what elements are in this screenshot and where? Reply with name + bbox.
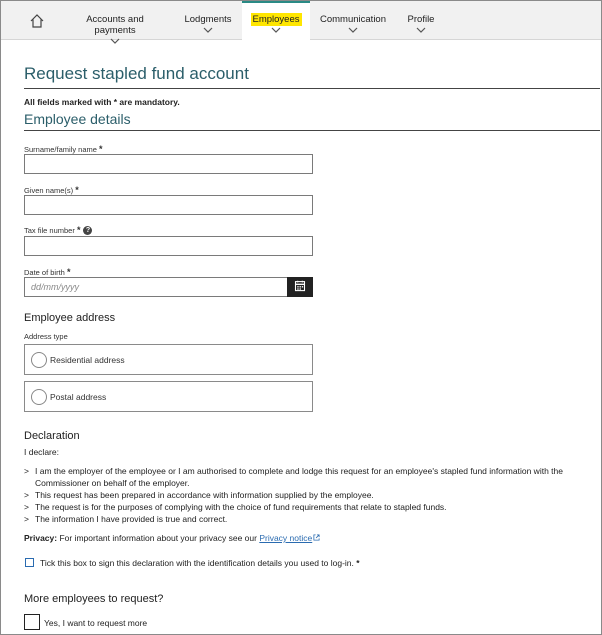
surname-label: Surname/family name * — [24, 144, 103, 154]
chevron-right-icon: > — [24, 490, 29, 500]
given-names-label: Given name(s) * — [24, 185, 79, 195]
list-item: > The request is for the purposes of complying with the choice of fund requirements that relate to stapled funds. — [24, 502, 447, 512]
section-title-employee-details: Employee details — [24, 111, 600, 131]
nav-item-accounts-and-payments[interactable] — [63, 1, 167, 40]
nav-item-label: Communication — [320, 14, 386, 25]
chevron-down-icon — [203, 27, 213, 33]
chevron-down-icon — [110, 38, 120, 44]
calendar-button[interactable] — [287, 277, 313, 297]
help-icon[interactable]: ? — [83, 226, 92, 235]
given-names-input[interactable] — [24, 195, 313, 215]
surname-input[interactable] — [24, 154, 313, 174]
nav-item-communication[interactable] — [317, 1, 389, 40]
nav-item-label: Lodgments — [184, 14, 232, 25]
radio-circle[interactable] — [31, 352, 47, 368]
address-type-label: Address type — [24, 332, 68, 341]
chevron-down-icon — [416, 27, 426, 33]
chevron-down-icon — [348, 27, 358, 33]
dob-input[interactable] — [24, 277, 288, 297]
chevron-down-icon — [271, 27, 281, 33]
radio-residential-address[interactable] — [24, 344, 313, 375]
calendar-icon — [288, 278, 312, 296]
declaration-list — [24, 465, 584, 525]
list-item: > The information I have provided is true and correct. — [24, 514, 228, 524]
more-employees-title: More employees to request? — [24, 593, 164, 605]
nav-item-lodgments[interactable] — [179, 1, 237, 40]
chevron-right-icon: > — [24, 502, 29, 512]
tfn-input[interactable] — [24, 236, 313, 256]
nav-item-employees[interactable] — [242, 1, 310, 40]
dob-label: Date of birth * — [24, 267, 71, 277]
privacy-note: Privacy: For important information about your privacy see our Privacy notice — [24, 533, 320, 543]
privacy-notice-link[interactable]: Privacy notice — [259, 533, 313, 543]
nav-item-label: Profile — [407, 14, 435, 25]
sign-declaration-label: Tick this box to sign this declaration with the identification details you used to log-in. * — [40, 558, 360, 568]
list-item: > I am the employer of the employee or I am authorised to complete and lodge this request for an employee's stapled fund information with the Commissioner on behalf of the employer. — [24, 466, 563, 488]
chevron-right-icon: > — [24, 466, 29, 476]
radio-circle[interactable] — [31, 389, 47, 405]
nav-item-label: Employees — [252, 14, 300, 25]
external-link-icon — [313, 534, 320, 541]
home-icon[interactable] — [29, 13, 45, 29]
request-more-label: Yes, I want to request more — [44, 618, 148, 628]
list-item: > This request has been prepared in accordance with information supplied by the employee. — [24, 490, 374, 500]
request-more-checkbox[interactable] — [24, 614, 40, 630]
declaration-intro: I declare: — [24, 447, 59, 457]
radio-postal-address[interactable] — [24, 381, 313, 412]
chevron-right-icon: > — [24, 514, 29, 524]
tfn-label: Tax file number * ? — [24, 225, 92, 235]
radio-label: Residential address — [50, 355, 125, 365]
page-title: Request stapled fund account — [24, 64, 600, 89]
radio-label: Postal address — [50, 392, 107, 402]
sign-declaration-checkbox[interactable] — [25, 558, 34, 567]
mandatory-note: All fields marked with * are mandatory. — [24, 97, 180, 107]
declaration-title: Declaration — [24, 430, 80, 442]
top-nav — [1, 1, 601, 40]
employee-address-title: Employee address — [24, 312, 116, 324]
nav-item-profile[interactable] — [401, 1, 441, 40]
nav-item-label: Accounts and payments — [86, 14, 144, 36]
